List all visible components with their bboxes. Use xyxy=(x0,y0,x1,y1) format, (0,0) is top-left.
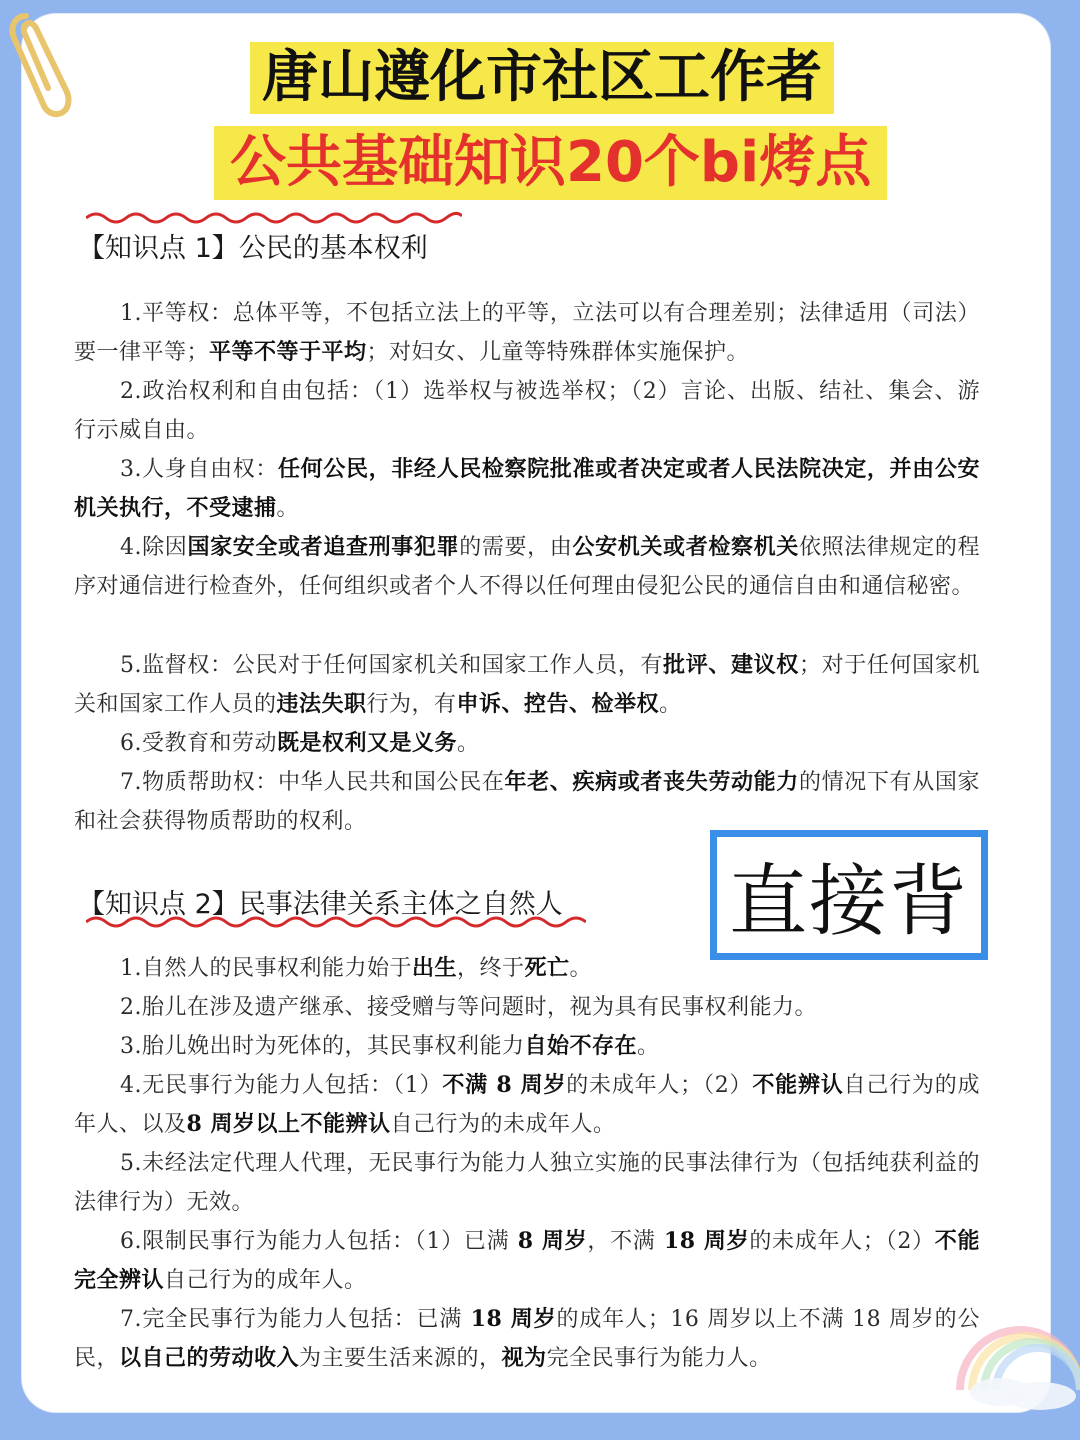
bold-text: 公安机关或者检察机关 xyxy=(572,534,799,560)
rainbow-cloud-icon xyxy=(930,1280,1080,1410)
paragraph-text: 自己行为的成年人。 xyxy=(164,1268,367,1293)
paragraph-text: 6.受教育和劳动 xyxy=(120,731,277,756)
bold-text: 不能完全辨认 xyxy=(74,1228,980,1293)
paragraph-text: 2.胎儿在涉及遗产继承、接受赠与等问题时，视为具有民事权利能力。 xyxy=(120,995,817,1020)
bold-text: 死亡 xyxy=(524,955,570,981)
section-heading-2: 【知识点 2】民事法律关系主体之自然人 xyxy=(78,889,563,920)
paragraph-text: 7.完全民事行为能力人包括：已满 xyxy=(120,1307,463,1332)
bold-text: 任何公民，非经人民检察院批准或者决定或者人民法院决定，并由公安机关执行，不受逮捕 xyxy=(74,456,980,521)
paragraph-text: ，终于 xyxy=(457,956,525,981)
paragraph-text: 的未成年人；（2） xyxy=(566,1073,753,1098)
paragraph-text: ；对妇女、儿童等特殊群体实施保护。 xyxy=(366,340,750,365)
bold-text: 8 周岁以上不能辨认 xyxy=(186,1111,391,1137)
paragraph-item xyxy=(74,646,980,724)
paragraph-text: 6.限制民事行为能力人包括：（1）已满 xyxy=(120,1229,510,1254)
paragraph-item xyxy=(74,949,980,988)
bold-text: 自始不存在 xyxy=(524,1033,638,1059)
paragraph-text: 4.无民事行为能力人包括：（1） xyxy=(120,1073,443,1098)
paragraph-text: ，不满 xyxy=(587,1229,656,1254)
paragraph-text: 4.除因 xyxy=(120,535,188,560)
paragraph-text: 1.自然人的民事权利能力始于 xyxy=(120,956,412,981)
paragraph-text: 5.未经法定代理人代理，无民事行为能力人独立实施的民事法律行为（包括纯获利益的法律行为）无效。 xyxy=(74,1151,980,1215)
section-heading-1: 【知识点 1】公民的基本权利 xyxy=(78,233,428,264)
bold-text: 视为 xyxy=(501,1345,547,1371)
paragraph-item xyxy=(74,1144,980,1222)
paragraph-text: ；对于任何国家机关和国家工作人员的 xyxy=(74,653,980,717)
memorize-stamp: 直接背 xyxy=(710,830,988,960)
paragraph-text: 完全民事行为能力人。 xyxy=(546,1346,772,1371)
paragraph-text: 自己行为的成年人、以及 xyxy=(74,1073,980,1137)
bold-text: 18 周岁 xyxy=(655,1228,750,1254)
page-subtitle: 公共基础知识20个bi烤点 xyxy=(214,126,887,200)
paragraph-text: 。 xyxy=(569,956,593,981)
paragraph-text: 3.人身自由权： xyxy=(120,457,279,482)
bold-text: 平等不等于平均 xyxy=(209,339,367,365)
bold-text: 申诉、控告、检举权 xyxy=(456,691,660,717)
paragraph-item xyxy=(74,450,980,528)
bold-text: 不满 8 周岁 xyxy=(442,1072,567,1098)
bold-text: 不能辨认 xyxy=(752,1072,844,1098)
bold-text: 年老、疾病或者丧失劳动能力 xyxy=(504,769,799,795)
paragraph-item xyxy=(74,294,980,372)
paragraph-text: 。 xyxy=(457,731,480,756)
paragraph-text: 。 xyxy=(276,496,300,521)
paragraph-text: 行为，有 xyxy=(366,692,457,717)
bold-text: 18 周岁 xyxy=(462,1306,557,1332)
bold-text: 既是权利又是义务 xyxy=(277,730,458,756)
paragraph-item xyxy=(74,372,980,450)
paragraph-text: 1.平等权：总体平等，不包括立法上的平等，立法可以有合理差别；法律适用（司法）要一律平等； xyxy=(74,301,980,365)
paragraph-text: 5.监督权：公民对于任何国家机关和国家工作人员，有 xyxy=(120,653,664,678)
paragraph-text: 的情况下有从国家和社会获得物质帮助的权利。 xyxy=(74,770,980,834)
paragraph-text: 为主要生活来源的， xyxy=(299,1346,502,1371)
paragraph-text: 的需要，由 xyxy=(459,535,573,560)
paragraph-item xyxy=(74,528,980,606)
bold-text: 违法失职 xyxy=(276,691,367,717)
heading-wave-bottom xyxy=(86,914,586,930)
paragraph-text: 。 xyxy=(637,1034,660,1059)
heading-wave-top xyxy=(86,208,462,224)
page-title: 唐山遵化市社区工作者 xyxy=(250,42,834,114)
bold-text: 出生 xyxy=(412,955,458,981)
paragraph-text: 自己行为的未成年人。 xyxy=(390,1112,616,1137)
paragraph-text: 的未成年人；（2） xyxy=(749,1229,935,1254)
paragraph-item xyxy=(74,1066,980,1144)
paragraph-item xyxy=(74,1222,980,1300)
bold-text: 国家安全或者追查刑事犯罪 xyxy=(187,534,460,560)
paragraph-text: 7.物质帮助权：中华人民共和国公民在 xyxy=(120,770,505,795)
bold-text: 批评、建议权 xyxy=(663,652,799,678)
paragraph-text: 依照法律规定的程序对通信进行检查外，任何组织或者个人不得以任何理由侵犯公民的通信自由和通信秘密。 xyxy=(74,535,980,599)
paragraph-item xyxy=(74,1027,980,1066)
bold-text: 以自己的劳动收入 xyxy=(119,1345,300,1371)
paragraph-text: 的成年人；16 周岁以上不满 18 周岁的公民， xyxy=(74,1307,980,1371)
paragraph-text: 3.胎儿娩出时为死体的，其民事权利能力 xyxy=(120,1034,525,1059)
bold-text: 8 周岁 xyxy=(509,1228,588,1254)
paragraph-item xyxy=(74,988,980,1027)
paragraph-item xyxy=(74,724,980,763)
paragraph-text: 。 xyxy=(659,692,682,717)
paragraph-text: 2.政治权利和自由包括：（1）选举权与被选举权；（2）言论、出版、结社、集会、游行示威自由。 xyxy=(74,379,980,443)
paragraph-item xyxy=(74,1300,980,1378)
paperclip-icon xyxy=(4,6,74,124)
